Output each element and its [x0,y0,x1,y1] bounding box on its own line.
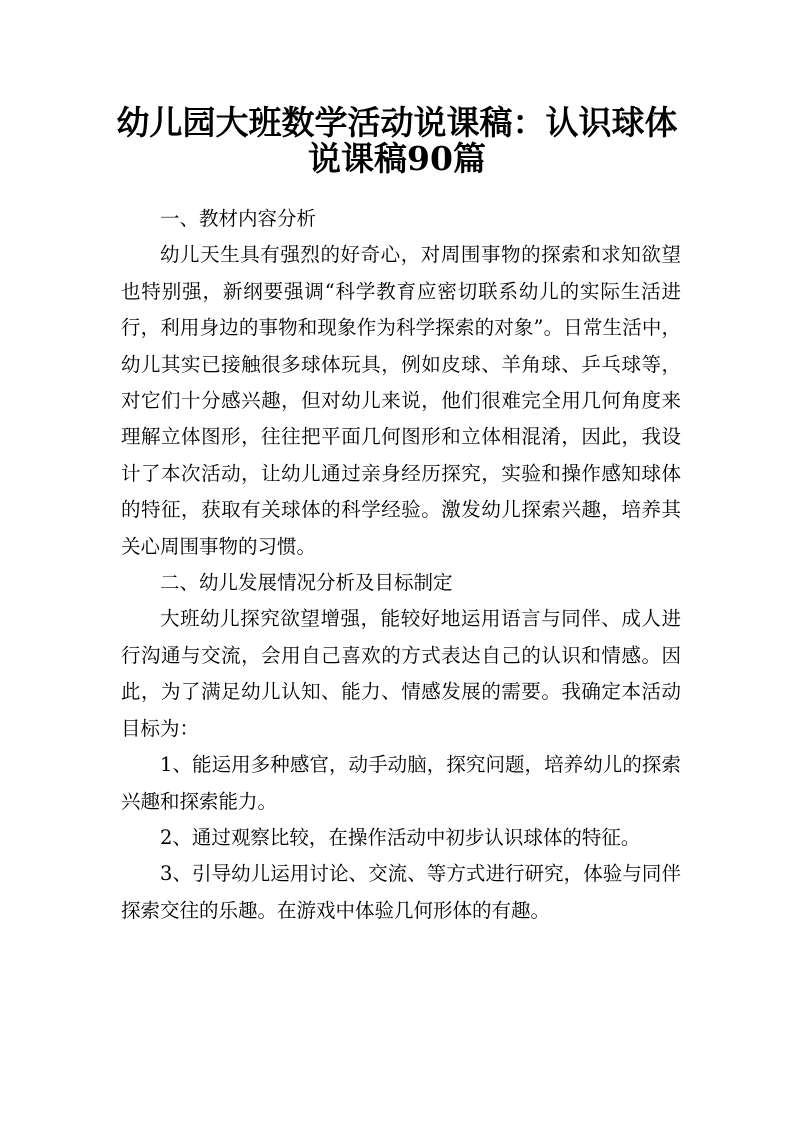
document-title-line-2: 说课稿90篇 [308,139,486,178]
document-body [121,201,681,929]
paragraph-1: 幼儿天生具有强烈的好奇心，对周围事物的探索和求知欲望也特别强，新纲要强调“科学教育应密切联系幼儿的实际生活进行，利用身边的事物和现象作为科学探索的对象”。日常生活中，幼儿其实已接触很多球体玩具，例如皮球、羊角球、乒乓球等，对它们十分感兴趣，但对幼儿来说，他们很难完全用几何角度来理解立体图形，往往把平面几何图形和立体相混淆，因此，我设计了本次活动，让幼儿通过亲身经历探究，实验和操作感知球体的特征，获取有关球体的科学经验。激发幼儿探索兴趣，培养其关心周围事物的习惯。 [121,243,681,558]
goal-item-3: 3、引导幼儿运用讨论、交流、等方式进行研究，体验与同伴探索交往的乐趣。在游戏中体验几何形体的有趣。 [121,862,681,922]
section-heading-2: 二、幼儿发展情况分析及目标制定 [160,571,453,595]
goal-item-1: 1、能运用多种感官，动手动脑，探究问题，培养幼儿的探索兴趣和探索能力。 [121,753,681,813]
paragraph-2: 大班幼儿探究欲望增强，能较好地运用语言与同伴、成人进行沟通与交流，会用自己喜欢的方式表达自己的认识和情感。因此，为了满足幼儿认知、能力、情感发展的需要。我确定本活动目标为： [121,607,681,740]
document-title-line-1: 幼儿园大班数学活动说课稿：认识球体 [116,103,678,142]
goal-item-2: 2、通过观察比较，在操作活动中初步认识球体的特征。 [160,825,641,849]
section-heading-1: 一、教材内容分析 [160,207,317,230]
